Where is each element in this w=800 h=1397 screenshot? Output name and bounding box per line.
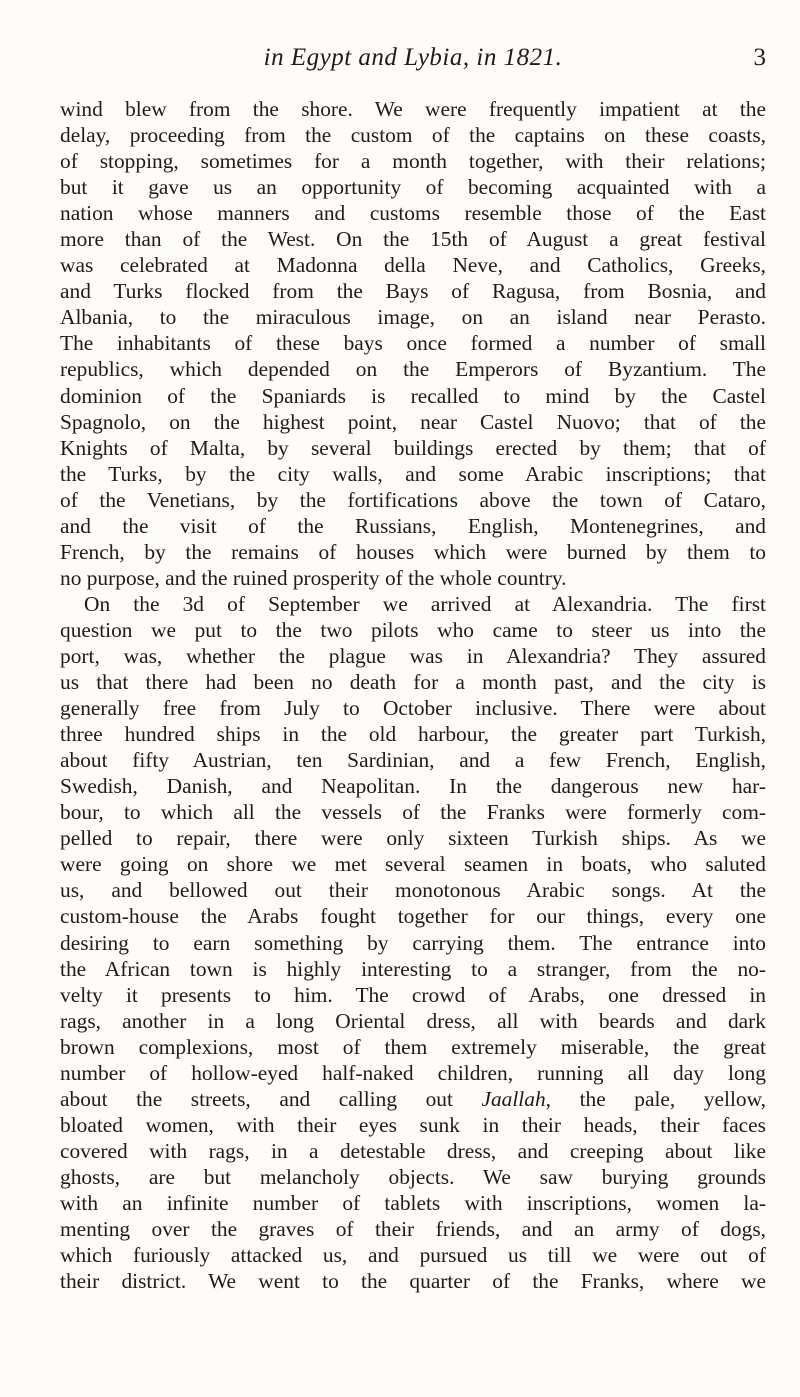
text-line: were going on shore we met several seamen in boats, who saluted bbox=[60, 852, 766, 877]
text-line: and Turks flocked from the Bays of Ragusa, from Bosnia, and bbox=[60, 279, 766, 304]
paragraph-end-line: no purpose, and the ruined prosperity of the whole country. bbox=[60, 565, 567, 590]
text-line: velty it presents to him. The crowd of Arabs, one dressed in bbox=[60, 982, 766, 1007]
page-number: 3 bbox=[753, 44, 766, 71]
text-line: rags, another in a long Oriental dress, all with beards and dark bbox=[60, 1008, 766, 1033]
paragraph-start-line: On the 3d of September we arrived at Alexandria. The first bbox=[84, 591, 766, 616]
text-line: the African town is highly interesting to a stranger, from the no- bbox=[60, 956, 766, 981]
text-line: dominion of the Spaniards is recalled to mind by the Castel bbox=[60, 383, 766, 408]
text-line: menting over the graves of their friends, and an army of dogs, bbox=[60, 1217, 766, 1242]
text-line: the Turks, by the city walls, and some Arabic inscriptions; that bbox=[60, 461, 766, 486]
text-line: pelled to repair, there were only sixteen Turkish ships. As we bbox=[60, 826, 766, 851]
text-line: Knights of Malta, by several buildings erected by them; that of bbox=[60, 435, 766, 460]
text-line: question we put to the two pilots who came to steer us into the bbox=[60, 617, 766, 642]
body-text bbox=[60, 96, 766, 1294]
text-line: delay, proceeding from the custom of the captains on these coasts, bbox=[60, 123, 766, 148]
running-title bbox=[60, 44, 766, 72]
text-line: of stopping, sometimes for a month together, with their relations; bbox=[60, 149, 766, 174]
text-line: us, and bellowed out their monotonous Arabic songs. At the bbox=[60, 878, 766, 903]
text-line: was celebrated at Madonna della Neve, and Catholics, Greeks, bbox=[60, 253, 766, 278]
text-line: of the Venetians, by the fortifications above the town of Cataro, bbox=[60, 487, 766, 512]
text-line: generally free from July to October inclusive. There were about bbox=[60, 696, 766, 721]
text-line: republics, which depended on the Emperors of Byzantium. The bbox=[60, 357, 766, 382]
text-line: port, was, whether the plague was in Alexandria? They assured bbox=[60, 643, 766, 668]
text-line: The inhabitants of these bays once formed a number of small bbox=[60, 331, 766, 356]
text-line: brown complexions, most of them extremely miserable, the great bbox=[60, 1034, 766, 1059]
text-line: more than of the West. On the 15th of August a great festival bbox=[60, 227, 766, 252]
text-line: Spagnolo, on the highest point, near Castel Nuovo; that of the bbox=[60, 409, 766, 434]
text-line: wind blew from the shore. We were frequently impatient at the bbox=[60, 97, 766, 121]
line-start: about the streets, and calling out bbox=[60, 1086, 482, 1111]
text-line: custom-house the Arabs fought together for our things, every one bbox=[60, 904, 766, 929]
text-line: Swedish, Danish, and Neapolitan. In the dangerous new har- bbox=[60, 774, 766, 799]
text-line: desiring to earn something by carrying them. The entrance into bbox=[60, 930, 766, 955]
text-line-with-italic bbox=[60, 1086, 766, 1112]
text-line: French, by the remains of houses which were burned by them to bbox=[60, 539, 766, 564]
text-line: Albania, to the miraculous image, on an island near Perasto. bbox=[60, 305, 766, 330]
text-line: about fifty Austrian, ten Sardinian, and a few French, English, bbox=[60, 748, 766, 773]
text-line: bour, to which all the vessels of the Franks were formerly com- bbox=[60, 800, 766, 825]
text-line: their district. We went to the quarter of the Franks, where we bbox=[60, 1269, 766, 1294]
running-title-year: , in 1821. bbox=[462, 44, 563, 71]
text-line: bloated women, with their eyes sunk in their heads, their faces bbox=[60, 1112, 766, 1137]
text-line: covered with rags, in a detestable dress, and creeping about like bbox=[60, 1138, 766, 1163]
running-head bbox=[60, 44, 766, 80]
text-line: nation whose manners and customs resemble those of the East bbox=[60, 201, 766, 226]
line-end: , the pale, yellow, bbox=[545, 1086, 766, 1111]
text-line: number of hollow-eyed half-naked children, running all day long bbox=[60, 1060, 766, 1085]
text-line: three hundred ships in the old harbour, the greater part Turkish, bbox=[60, 722, 766, 747]
italic-word: Jaallah bbox=[481, 1086, 546, 1111]
text-line: ghosts, are but melancholy objects. We saw burying grounds bbox=[60, 1164, 766, 1189]
text-line: which furiously attacked us, and pursued us till we were out of bbox=[60, 1243, 766, 1268]
text-line: and the visit of the Russians, English, Montenegrines, and bbox=[60, 513, 766, 538]
text-line: us that there had been no death for a month past, and the city is bbox=[60, 670, 766, 695]
text-line: but it gave us an opportunity of becoming acquainted with a bbox=[60, 175, 766, 200]
text-line: with an infinite number of tablets with inscriptions, women la- bbox=[60, 1190, 766, 1215]
running-title-main: in Egypt and Lybia bbox=[263, 44, 463, 71]
